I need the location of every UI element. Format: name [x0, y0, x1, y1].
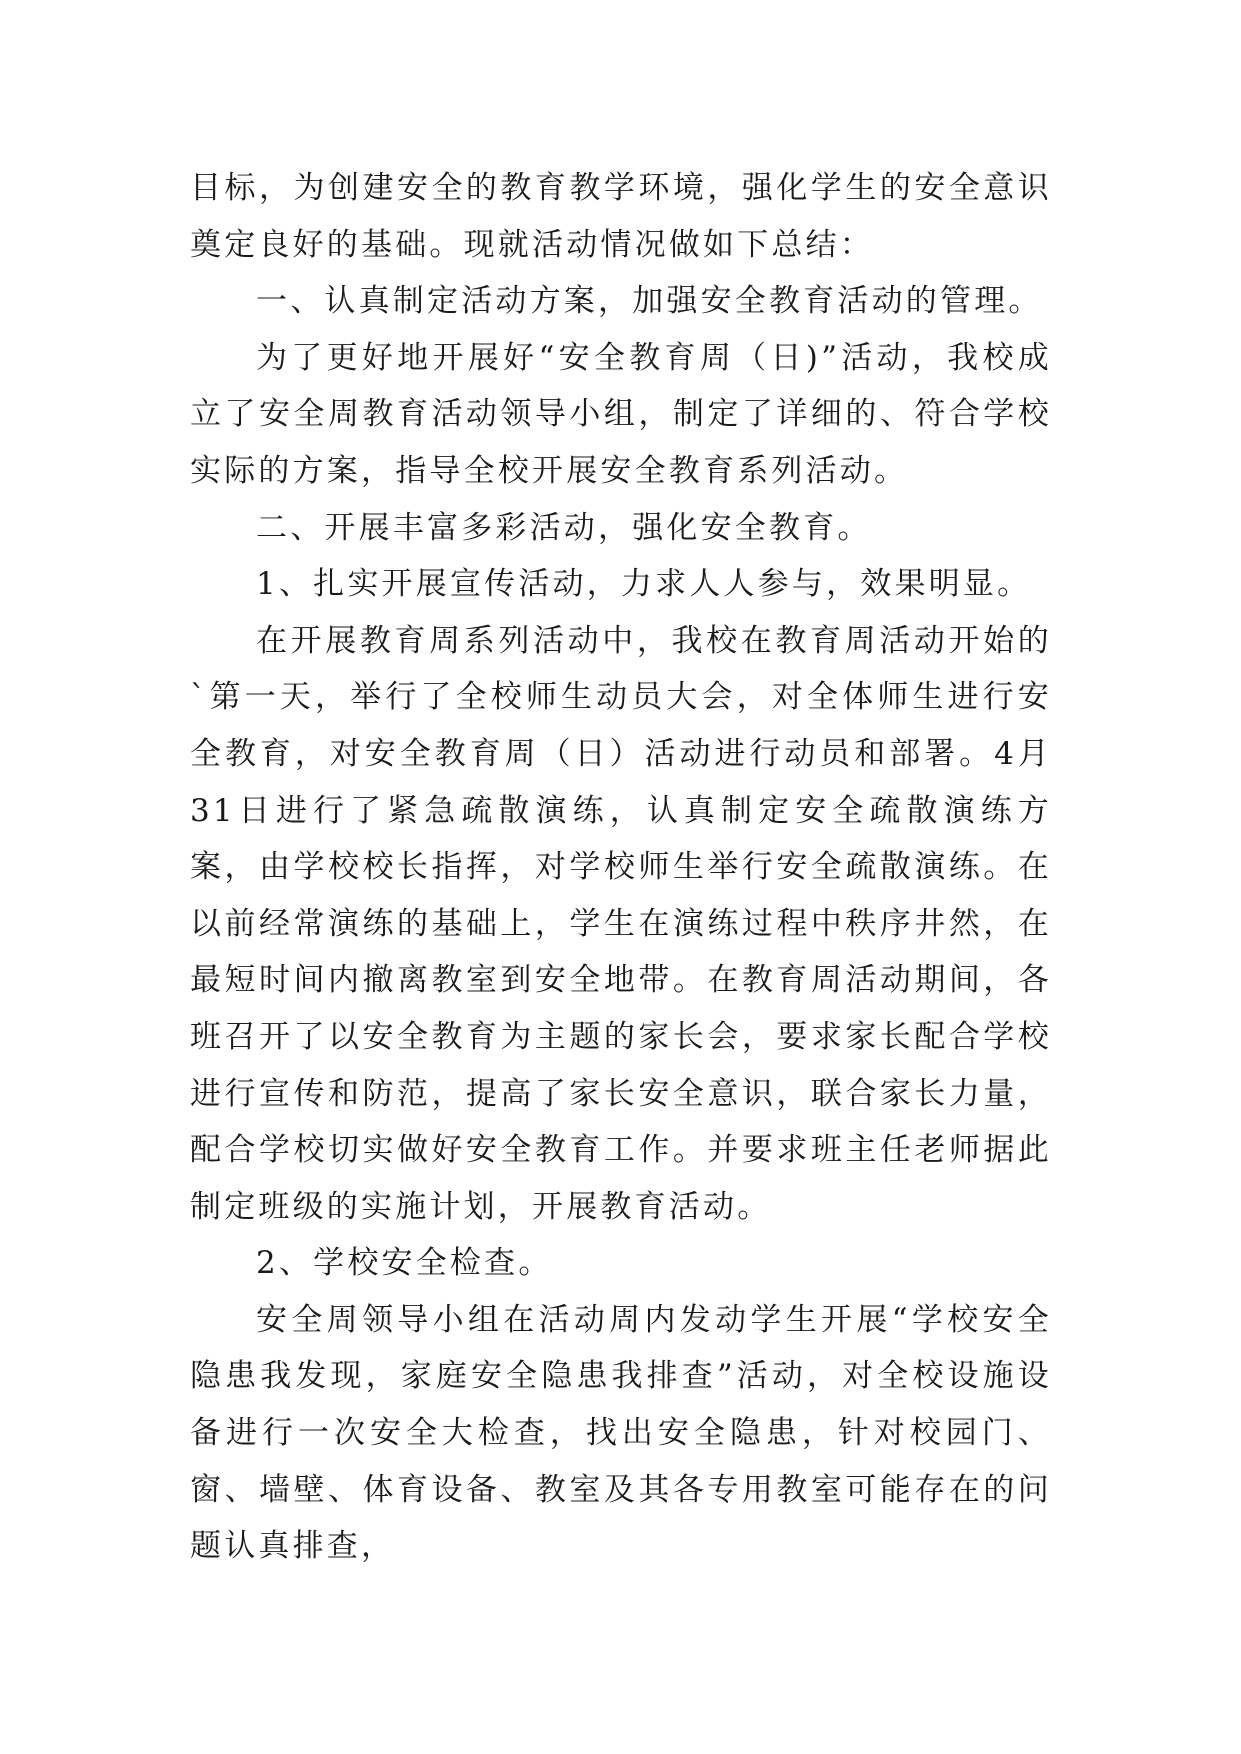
paragraph-inspection: 安全周领导小组在活动周内发动学生开展“学校安全隐患我发现，家庭安全隐患我排查”活动，对全校设施设备进行一次安全大检查，找出安全隐患，针对校园门、窗、墙壁、体育设备、教室及其各专用教室可能存在的问题认真排查， — [190, 1301, 1052, 1565]
paragraph-leadership-group: 为了更好地开展好“安全教育周（日)”活动，我校成立了安全周教育活动领导小组，制定了详细的、符合学校实际的方案，指导全校开展安全教育系列活动。 — [190, 339, 1052, 489]
subheading-safety-inspection: 2、学校安全检查。 — [256, 1245, 553, 1282]
heading-section-two: 二、开展丰富多彩活动，强化安全教育。 — [256, 509, 872, 546]
document-body — [190, 160, 1052, 1575]
subheading-publicity: 1、扎实开展宣传活动，力求人人参与，效果明显。 — [256, 566, 1032, 603]
paragraph-intro: 目标，为创建安全的教育教学环境，强化学生的安全意识奠定良好的基础。现就活动情况做如下总结： — [190, 170, 1052, 263]
heading-section-one: 一、认真制定活动方案，加强安全教育活动的管理。 — [256, 283, 1043, 320]
paragraph-mobilization: 在开展教育周系列活动中，我校在教育周活动开始的`第一天，举行了全校师生动员大会，对全体师生进行安全教育，对安全教育周（日）活动进行动员和部署。4月31日进行了紧急疏散演练，认真制定安全疏散演练方案，由学校校长指挥，对学校师生举行安全疏散演练。在以前经常演练的基础上，学生在演练过程中秩序井然，在最短时间内撤离教室到安全地带。在教育周活动期间，各班召开了以安全教育为主题的家长会，要求家长配合学校进行宣传和防范，提高了家长安全意识，联合家长力量，配合学校切实做好安全教育工作。并要求班主任老师据此制定班级的实施计划，开展教育活动。 — [190, 622, 1052, 1225]
